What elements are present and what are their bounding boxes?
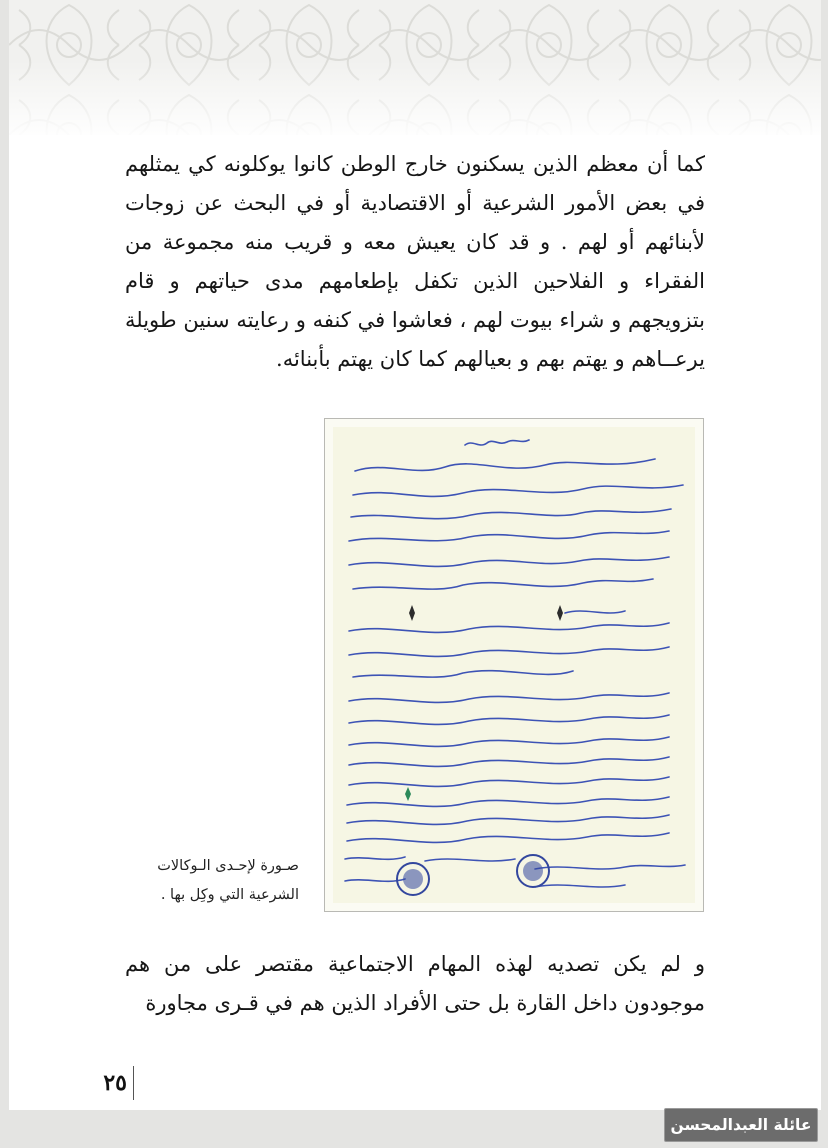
family-name-badge: عائلة العبدالمحسن <box>664 1108 818 1142</box>
caption-line: صـورة لإحـدى الـوكالات <box>157 858 299 874</box>
page-number-divider <box>133 1066 134 1100</box>
body-paragraph: كما أن معظم الذين يسكنون خارج الوطن كانوا يوكلونه كي يمثلهم في بعض الأمور الشرعية أو الاقتصادية أو في البحث عن زوجات لأبنائهم أو لهم . و قد كان يعيش معه و قريب منه مجموعة من الفقراء و الفلاحين الذين تكفل بإطعامهم مدى حياتهم و قام بتزويجهم و شراء بيوت لهم ، فعاشوا في كنفه و رعايته سنين طويلة يرعــاهم و يهتم بهم و بعيالهم كما كان يهتم بأبنائه. <box>125 152 705 371</box>
decorative-header-pattern <box>9 0 821 135</box>
document-page <box>9 0 821 1110</box>
legal-agency-document-image <box>324 418 704 912</box>
figure-caption <box>109 852 299 910</box>
page-number: ٢٥ <box>103 1070 127 1096</box>
caption-line: الشرعية التي وكِل بها . <box>160 887 299 903</box>
body-paragraph: و لم يكن تصديه لهذه المهام الاجتماعية مقتصر على من هم موجودون داخل القارة بل حتى الأفراد الذين هم في قـرى مجاورة <box>125 952 705 1015</box>
